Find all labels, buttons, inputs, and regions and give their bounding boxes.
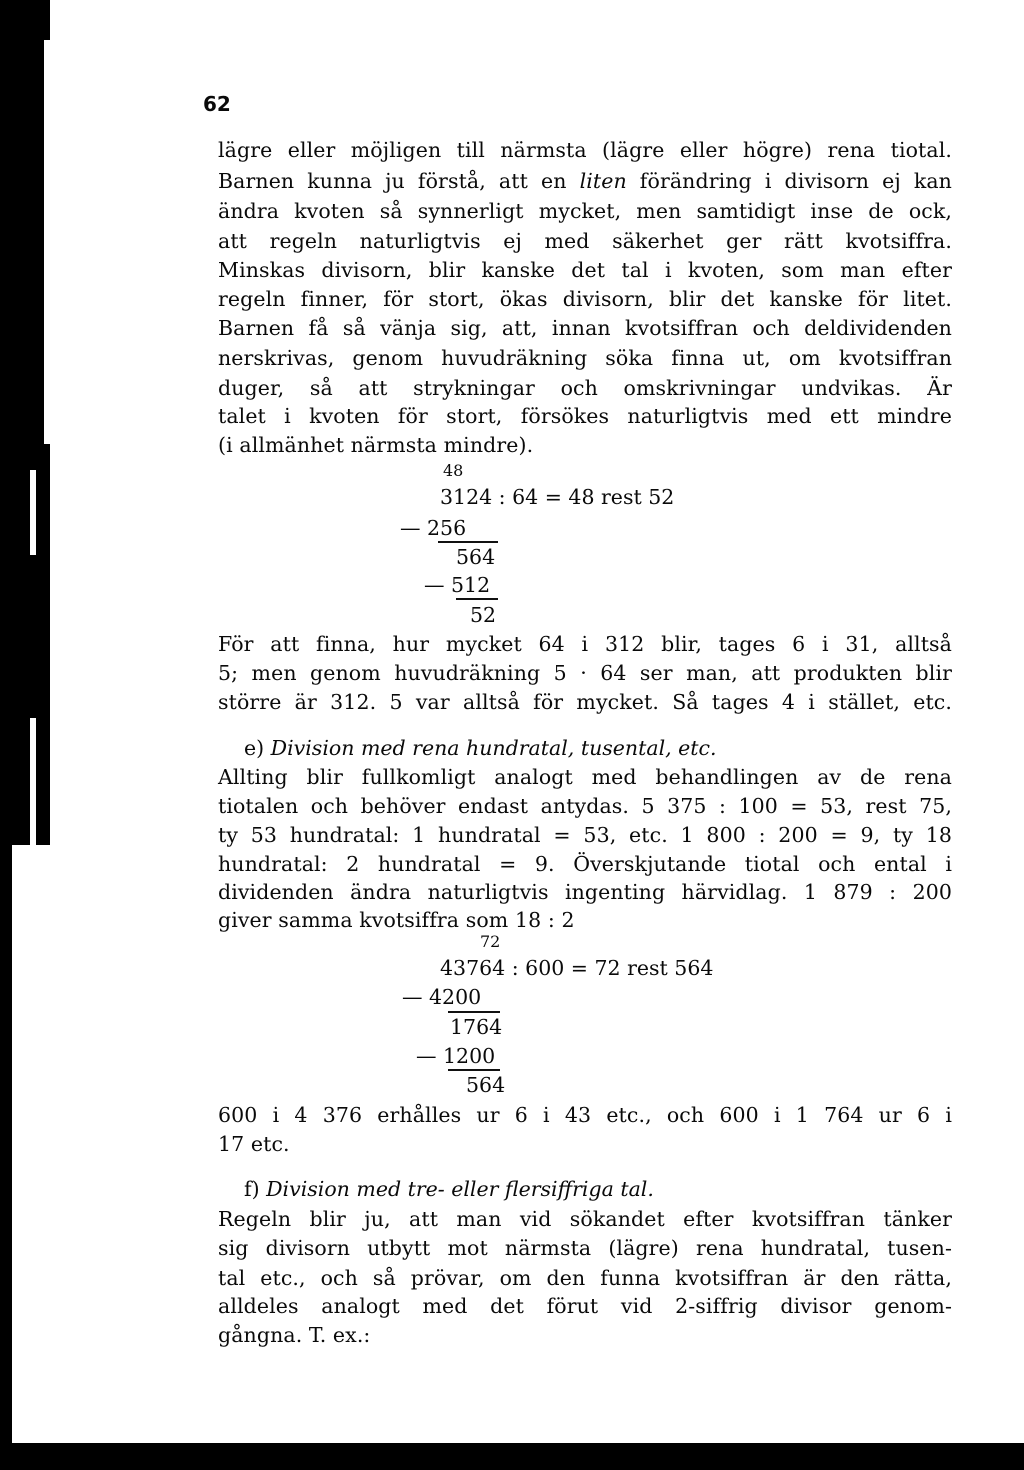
- text-line: lägre eller möjligen till närmsta (lägre eller högre) rena tiotal.: [218, 138, 952, 162]
- scan-edge-strip-bottom: [12, 845, 50, 1443]
- text-line: att regeln naturligtvis ej med säkerhet ger rätt kvotsiffra.: [218, 229, 952, 253]
- calc2-remainder-1: 1764: [450, 1015, 503, 1039]
- text-line: talet i kvoten för stort, försökes naturligtvis med ett mindre: [218, 404, 952, 428]
- text-line: tiotalen och behöver endast antydas. 5 375 : 100 = 53, rest 75,: [218, 794, 952, 818]
- text-line: 600 i 4 376 erhålles ur 6 i 43 etc., och 600 i 1 764 ur 6 i: [218, 1103, 952, 1127]
- text-line: Barnen kunna ju förstå, att en liten förändring i divisorn ej kan: [218, 169, 952, 193]
- text-line: Minskas divisorn, blir kanske det tal i kvoten, som man efter: [218, 258, 952, 282]
- text-line: ändra kvoten så synnerligt mycket, men samtidigt inse de ock,: [218, 199, 952, 223]
- calc1-equation: 3124 : 64 = 48 rest 52: [440, 485, 675, 509]
- calc1-quotient: 48: [443, 461, 464, 480]
- calc1-subtraction-1: — 256: [400, 516, 467, 540]
- calc1-remainder-2: 52: [470, 603, 497, 627]
- page-number: 62: [203, 92, 231, 116]
- section-heading-f: f) Division med tre- eller flersiffriga tal.: [244, 1177, 654, 1201]
- scan-edge-strip-lower: [30, 718, 36, 846]
- text-line: 17 etc.: [218, 1132, 290, 1156]
- text-line: Regeln blir ju, att man vid sökandet efter kvotsiffran tänker: [218, 1207, 952, 1231]
- calc2-quotient: 72: [480, 932, 501, 951]
- text-line: sig divisorn utbytt mot närmsta (lägre) rena hundratal, tusen-: [218, 1236, 952, 1260]
- calc1-rule-2: [456, 598, 498, 600]
- text-line: Barnen få så vänja sig, att, innan kvotsiffran och deldividenden: [218, 316, 952, 340]
- text-line: nerskrivas, genom huvudräkning söka finna ut, om kvotsiffran: [218, 346, 952, 370]
- calc2-rule-1: [448, 1011, 500, 1013]
- text-line: gångna. T. ex.:: [218, 1323, 371, 1347]
- text-line: duger, så att strykningar och omskrivningar undvikas. Är: [218, 376, 952, 400]
- section-heading-e: e) Division med rena hundratal, tusental, etc.: [244, 736, 717, 760]
- calc2-remainder-2: 564: [466, 1073, 506, 1097]
- calc1-rule-1: [438, 541, 498, 543]
- calc2-rule-2: [448, 1069, 500, 1071]
- calc2-equation: 43764 : 600 = 72 rest 564: [440, 956, 714, 980]
- text-line: tal etc., och så prövar, om den funna kvotsiffran är den rätta,: [218, 1266, 952, 1290]
- text-line: ty 53 hundratal: 1 hundratal = 53, etc. 1 800 : 200 = 9, ty 18: [218, 823, 952, 847]
- text-line: alldeles analogt med det förut vid 2-siffrig divisor genom-: [218, 1294, 952, 1318]
- calc2-subtraction-2: — 1200: [416, 1044, 496, 1068]
- text-line: giver samma kvotsiffra som 18 : 2: [218, 908, 575, 932]
- text-line: (i allmänhet närmsta mindre).: [218, 433, 534, 457]
- text-line: Allting blir fullkomligt analogt med behandlingen av de rena: [218, 765, 952, 789]
- text-line: större är 312. 5 var alltså för mycket. Så tages 4 i stället, etc.: [218, 690, 952, 714]
- text-line: hundratal: 2 hundratal = 9. Överskjutande tiotal och ental i: [218, 852, 952, 876]
- text-line: regeln finner, för stort, ökas divisorn, blir det kanske för litet.: [218, 287, 952, 311]
- text-line: dividenden ändra naturligtvis ingenting härvidlag. 1 879 : 200: [218, 880, 952, 904]
- text-line: För att finna, hur mycket 64 i 312 blir, tages 6 i 31, alltså: [218, 632, 952, 656]
- calc1-subtraction-2: — 512: [424, 573, 491, 597]
- scan-edge-strip-middle: [30, 470, 36, 555]
- calc2-subtraction-1: — 4200: [402, 985, 482, 1009]
- text-line: 5; men genom huvudräkning 5 · 64 ser man, att produkten blir: [218, 661, 952, 685]
- calc1-remainder-1: 564: [456, 545, 496, 569]
